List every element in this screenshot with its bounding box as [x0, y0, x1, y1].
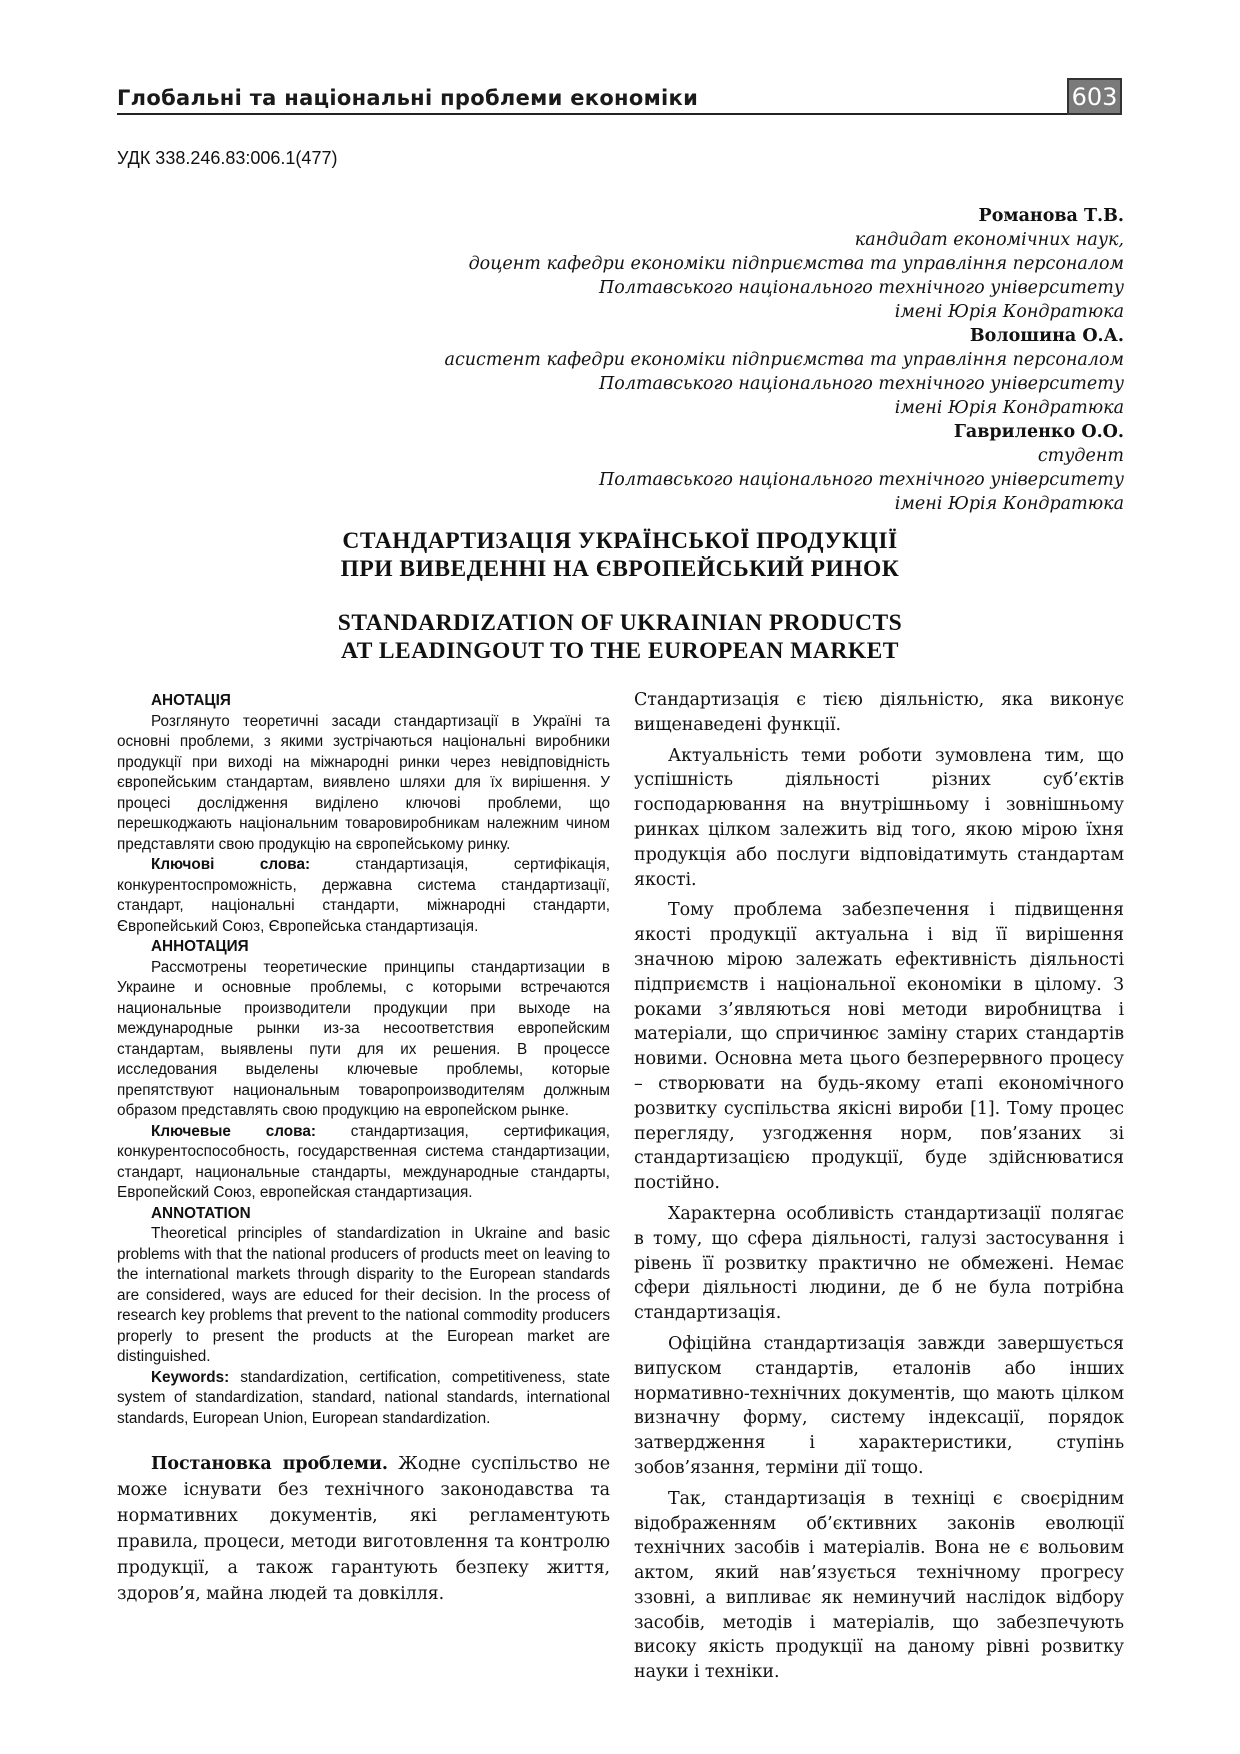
abstract-uk-heading: АНОТАЦІЯ — [151, 692, 231, 709]
udc-code: УДК 338.246.83:006.1(477) — [117, 148, 338, 168]
abstract-uk-text: Розглянуто теоретичні засади стандартизації в Україні та основні проблеми, з якими зустрічаються національні виробники продукції при виході на міжнародні ринки через невідповідність європейським стандартам, виявлено шляхи для їх вирішення. У процесі дослідження виділено ключові проблеми, що перешкоджають національним товаровиробникам належним чином представляти свою продукцію на європейському ринку. — [117, 712, 610, 853]
title-line: STANDARDIZATION OF UKRAINIAN PRODUCTS — [337, 610, 903, 636]
abstract-en-keywords — [117, 1368, 610, 1430]
author-affiliation: імені Юрія Кондратюка — [894, 302, 1124, 322]
keywords-label: Keywords: — [151, 1368, 230, 1386]
article-title-en — [117, 609, 1123, 665]
header-divider — [117, 113, 1067, 115]
body-paragraph: Стандартизація є тією діяльністю, яка виконує вищенаведені функції. — [634, 690, 1124, 735]
author-affiliation: Полтавського національного технічного університету — [599, 278, 1124, 298]
author-name: Волошина О.А. — [969, 326, 1124, 346]
author-affiliation: Полтавського національного технічного університету — [599, 374, 1124, 394]
abstract-ru-keywords — [117, 1122, 610, 1204]
article-title-uk — [117, 527, 1123, 583]
author-name: Гавриленко О.О. — [953, 422, 1124, 442]
author-block — [224, 204, 1124, 516]
author-1 — [224, 204, 1124, 324]
problem-statement-label: Постановка проблеми. — [151, 1454, 388, 1474]
problem-statement — [117, 1451, 610, 1607]
title-line: СТАНДАРТИЗАЦІЯ УКРАЇНСЬКОЇ ПРОДУКЦІЇ — [342, 528, 898, 554]
author-affiliation: доцент кафедри економіки підприємства та управління персоналом — [468, 254, 1124, 274]
keywords-text: стандартизация, сертификация, конкурентоспособность, государственная система стандартизации, стандарт, национальные стандарты, международные стандарты, Европейский Союз, европейская стандартизация. — [117, 1122, 610, 1201]
body-paragraph: Офіційна стандартизація завжди завершується випуском стандартів, еталонів або інших нормативно-технічних документів, що мають цілком визначну форму, систему індексації, порядок затвердження і характеристики, ступінь зобов’язання, терміни дії тощо. — [634, 1333, 1124, 1478]
right-column — [634, 688, 1124, 1691]
author-affiliation: імені Юрія Кондратюка — [894, 398, 1124, 418]
problem-statement-text: Жодне суспільство не може існувати без технічного законодавства та нормативних документів, які регламентують правила, процеси, методи виготовлення та контролю продукції, а також гарантують безпеку життя, здоров’я, майна людей та довкілля. — [117, 1454, 610, 1604]
title-line: ПРИ ВИВЕДЕННІ НА ЄВРОПЕЙСЬКИЙ РИНОК — [340, 556, 900, 582]
keywords-label: Ключевые слова: — [151, 1122, 316, 1140]
abstract-en-text: Theoretical principles of standardization in Ukraine and basic problems with that the national producers of products meet on leaving to the international markets through disparity to the European standards are considered, ways are educed for their decision. In the process of research key problems that prevent to the national commodity producers properly to present the products at the European market are distinguished. — [117, 1225, 610, 1365]
left-column — [117, 691, 610, 1607]
keywords-label: Ключові слова: — [151, 856, 311, 873]
body-paragraph: Актуальність теми роботи зумовлена тим, що успішність діяльності різних суб’єктів господарювання на внутрішньому і зовнішньому ринках цілком залежить від того, якою мірою їхня продукція або послуги відповідатимуть стандартам якості. — [634, 745, 1124, 890]
body-paragraph: Характерна особливість стандартизації полягає в тому, що сфера діяльності, галузі застосування і рівень її розвитку практично не обмежені. Немає сфери діяльності людини, де б не була потрібна стандартизація. — [634, 1203, 1124, 1324]
body-paragraph: Тому проблема забезпечення і підвищення якості продукції актуальна і від її вирішення значною мірою залежать ефективність діяльності підприємств і національної економіки в цілому. З роками з’являються нові методи виробництва і матеріали, що спричинює заміну старих стандартів новими. Основна мета цього безперервного процесу – створювати на будь-якому етапі економічного розвитку суспільства якісні вироби [1]. Тому процес перегляду, узгодження норм, пов’язаних зі стандартизацією продукції, буде здійснюватися постійно. — [634, 900, 1124, 1194]
abstract-uk-keywords — [117, 855, 610, 937]
author-affiliation: кандидат економічних наук, — [854, 230, 1124, 250]
keywords-text: стандартизація, сертифікація, конкурентоспроможність, державна система стандартизації, стандарт, національні стандарти, міжнародні стандарти, Європейський Союз, Європейська стандартизація. — [117, 856, 610, 935]
author-2 — [224, 324, 1124, 420]
abstract-ru-heading: АННОТАЦИЯ — [151, 938, 249, 955]
author-3 — [224, 420, 1124, 516]
journal-title: Глобальні та національні проблеми економіки — [117, 86, 699, 110]
abstract-en-heading: ANNOTATION — [151, 1204, 251, 1222]
page-number: 603 — [1067, 78, 1122, 115]
title-line: AT LEADINGOUT TO THE EUROPEAN MARKET — [341, 638, 899, 664]
abstract-ru-text: Рассмотрены теоретические принципы стандартизации в Украине и основные проблемы, с которыми встречаются национальные производители продукции при выходе на международные рынки из-за несоответствия европейским стандартам, выявлены пути для их решения. В процессе исследования выделены ключевые проблемы, которые препятствуют национальным товаропроизводителям должным образом представлять свою продукцию на европейском рынке. — [117, 958, 610, 1119]
body-paragraph: Так, стандартизація в техніці є своєрідним відображенням об’єктивних законів еволюції технічних засобів і матеріалів. Вона не є вольовим актом, який нав’язується технічному прогресу ззовні, а випливає як неминучий наслідок відбору засобів, методів і матеріалів, що забезпечують високу якість продукції на даному рівні розвитку науки і техніки. — [634, 1488, 1124, 1683]
author-affiliation: Полтавського національного технічного університету — [599, 470, 1124, 490]
author-affiliation: студент — [1037, 446, 1124, 466]
author-affiliation: імені Юрія Кондратюка — [894, 494, 1124, 514]
author-name: Романова Т.В. — [978, 206, 1124, 226]
keywords-text: standardization, certification, competitiveness, state system of standardization, standard, national standards, international standards, European Union, European standardization. — [117, 1368, 610, 1427]
author-affiliation: асистент кафедри економіки підприємства та управління персоналом — [444, 350, 1124, 370]
